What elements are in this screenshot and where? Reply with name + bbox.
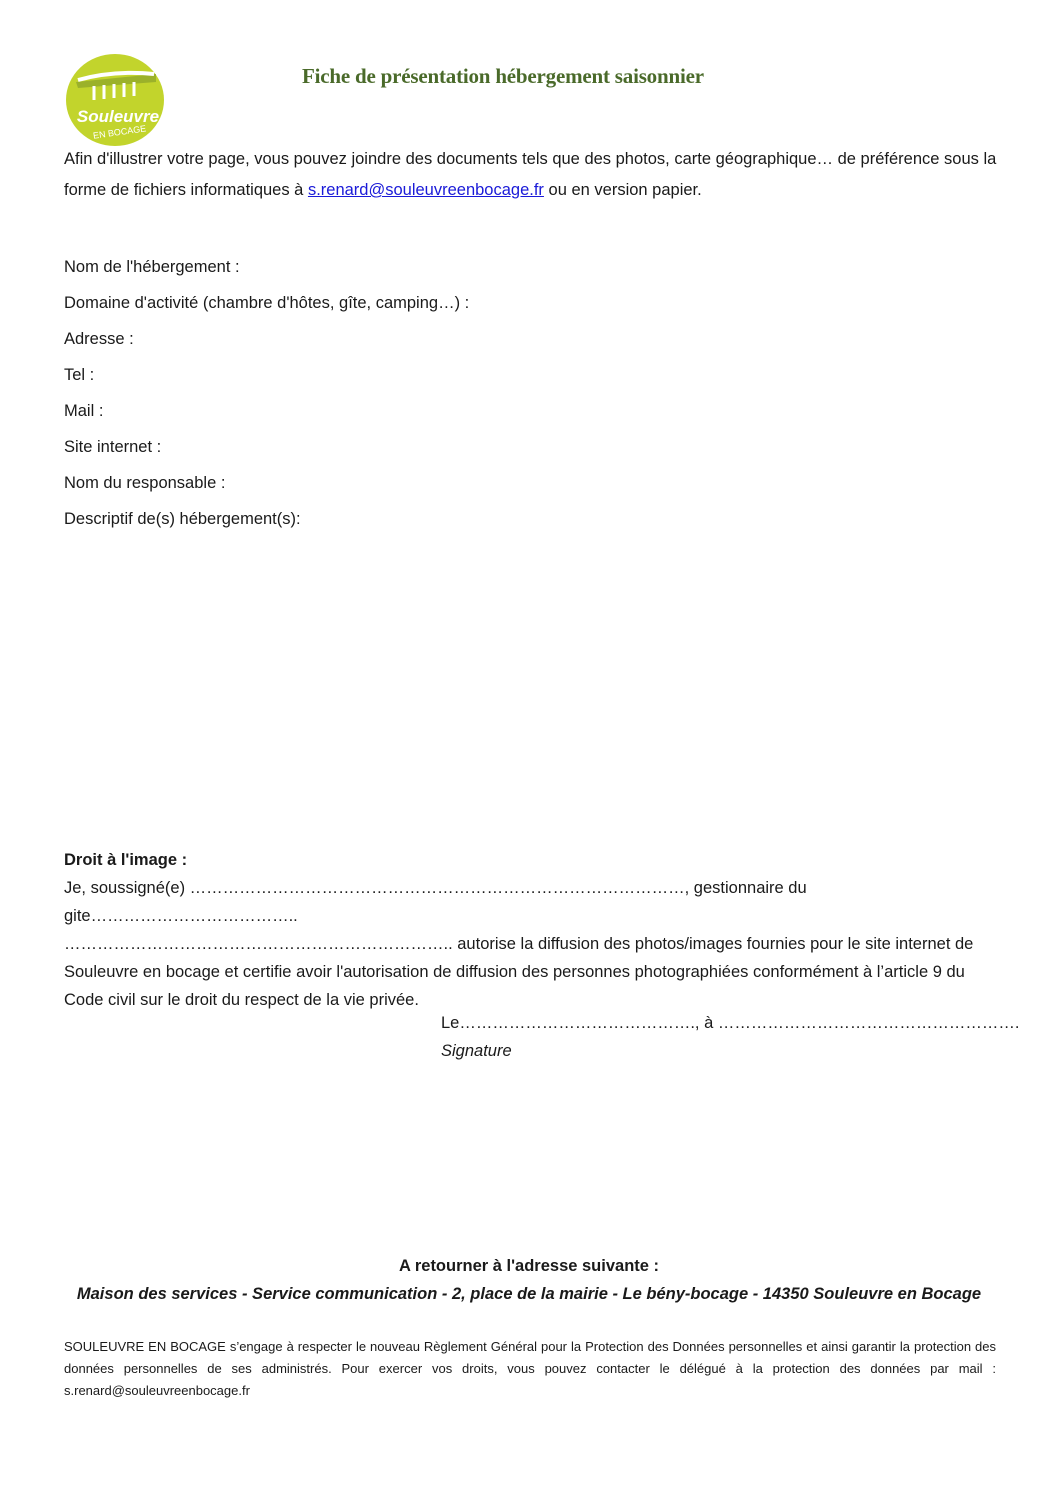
contact-email-link[interactable]: s.renard@souleuvreenbocage.fr xyxy=(307,181,544,199)
logo-line2: EN BOCAGE xyxy=(92,123,147,141)
field-nom-responsable: Nom du responsable : xyxy=(64,474,226,492)
field-adresse: Adresse : xyxy=(64,330,134,348)
droit-image-section xyxy=(64,846,1004,1014)
droit-image-line1: Je, soussigné(e) ………………………………………………………………………………, gestionnaire du gite……………………………….. xyxy=(64,879,807,925)
signature-block xyxy=(441,1009,1019,1065)
field-domaine-activite: Domaine d'activité (chambre d'hôtes, gîte, camping…) : xyxy=(64,294,470,312)
intro-text-2: ou en version papier. xyxy=(543,181,702,199)
intro-paragraph xyxy=(64,144,1004,206)
field-site-internet: Site internet : xyxy=(64,438,162,456)
field-mail: Mail : xyxy=(64,402,104,420)
page-title: Fiche de présentation hébergement saisonnier xyxy=(302,64,704,88)
signature-date-line: Le……………………………………., à ………………………………………………. xyxy=(441,1014,1020,1032)
return-address: Maison des services - Service communication - 2, place de la mairie - Le bény-bocage - 14350 Souleuvre en Bocage xyxy=(76,1285,982,1303)
field-tel: Tel : xyxy=(64,366,95,384)
signature-label: Signature xyxy=(441,1042,512,1060)
field-descriptif: Descriptif de(s) hébergement(s): xyxy=(64,510,301,528)
field-nom-hebergement: Nom de l'hébergement : xyxy=(64,258,240,276)
logo-line1: Souleuvre xyxy=(76,107,160,126)
rgpd-notice: SOULEUVRE EN BOCAGE s’engage à respecter le nouveau Règlement Général pour la Protection des Données personnelles et ainsi garantir la protection des données personnelles de ses administrés. Pour exercer vos droits, vous pouvez contacter le délégué à la protection des données par mail : s.renard@souleuvreenbocage.fr xyxy=(64,1339,996,1398)
return-heading: A retourner à l'adresse suivante : xyxy=(398,1257,660,1275)
droit-image-line2: …………………………………………………………….. autorise la diffusion des photos/images fournies pour le site internet de Souleuvre en bocage et certifie avoir l'autorisation de diffusion des personnes photographiées conformément à l’article 9 du Code civil sur le droit du respect de la vie privée. xyxy=(64,935,974,1009)
intro-text-1: Afin d'illustrer votre page, vous pouvez joindre des documents tels que des photos, carte géographique… de préférence sous la forme de fichiers informatiques à xyxy=(64,150,997,199)
droit-image-heading: Droit à l'image : xyxy=(64,851,188,869)
